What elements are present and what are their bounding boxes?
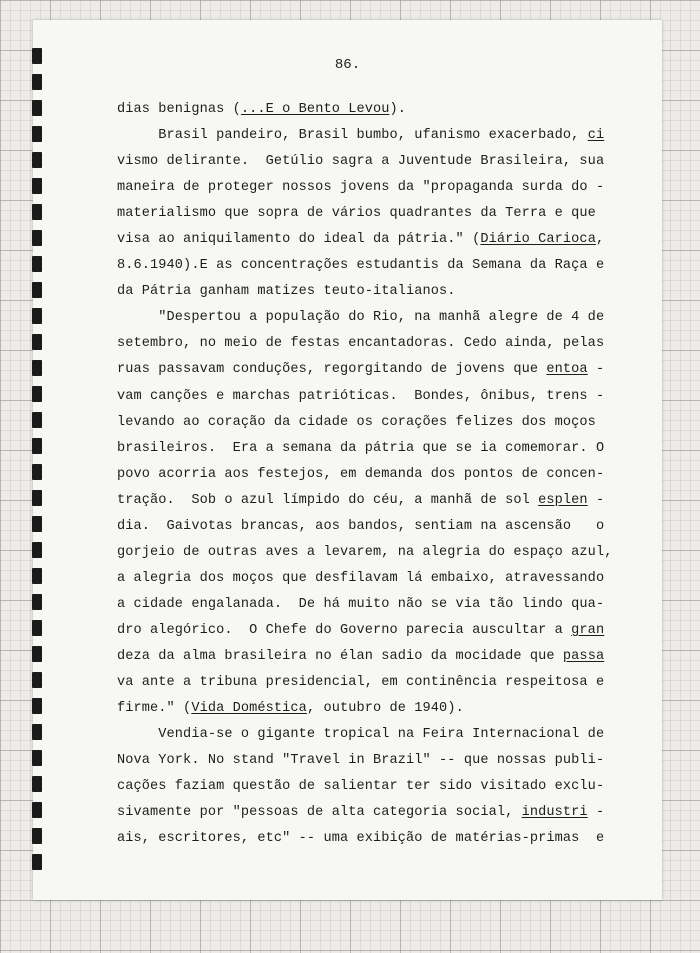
text-line [117, 331, 617, 357]
underlined-text: ci [587, 128, 605, 144]
binding-hole [32, 230, 42, 246]
text-segment: firme." ( [117, 701, 192, 717]
text-segment: ruas passavam conduções, regorgitando de jovens que [117, 362, 547, 378]
binding-hole [32, 152, 42, 168]
text-segment: deza da alma brasileira no élan sadio da mocidade que [117, 648, 563, 664]
underlined-text: Diário Carioca [480, 232, 596, 248]
binding-hole [32, 568, 42, 584]
binding-hole [32, 724, 42, 740]
text-line [117, 644, 617, 670]
binding-hole [32, 74, 42, 90]
text-segment: sivamente por "pessoas de alta categoria social, [117, 805, 522, 821]
binding-hole [32, 672, 42, 688]
text-segment: - [587, 362, 605, 378]
underlined-text: passa [562, 648, 605, 664]
binding-hole [32, 438, 42, 454]
text-line [117, 722, 617, 748]
text-line [117, 670, 617, 696]
binding-hole [32, 360, 42, 376]
binding-hole [32, 464, 42, 480]
text-line [117, 618, 617, 644]
underlined-text: entoa [546, 362, 588, 378]
text-line [117, 384, 617, 410]
text-segment: ais, escritores, etc" -- uma exibição de matérias-primas e [117, 831, 605, 847]
text-line [117, 279, 617, 305]
underlined-text: industri [521, 805, 588, 821]
text-segment: Vendia-se o gigante tropical na Feira Internacional de [117, 727, 605, 743]
binding-hole [32, 204, 42, 220]
binding-hole [32, 282, 42, 298]
text-segment: brasileiros. Era a semana da pátria que se ia comemorar. O [117, 440, 605, 456]
binding-hole [32, 178, 42, 194]
text-segment: cações faziam questão de salientar ter sido visitado exclu- [117, 779, 605, 795]
text-segment: "Despertou a população do Rio, na manhã alegre de 4 de [117, 310, 605, 326]
text-line [117, 305, 617, 331]
text-line [117, 566, 617, 592]
binding-hole [32, 802, 42, 818]
text-line [117, 410, 617, 436]
binding-hole [32, 334, 42, 350]
binding-hole [32, 594, 42, 610]
text-line [117, 540, 617, 566]
text-segment: ). [389, 102, 407, 117]
text-line [117, 462, 617, 488]
underlined-text: esplen [538, 492, 588, 508]
text-segment: dias benignas ( [117, 102, 241, 117]
text-line [117, 800, 617, 826]
binding-hole [32, 828, 42, 844]
text-segment: dia. Gaivotas brancas, aos bandos, sentiam na ascensão o [117, 518, 605, 534]
text-line [117, 488, 617, 514]
body-text [117, 97, 617, 852]
text-segment: materialismo que sopra de vários quadrantes da Terra e que [117, 206, 596, 222]
text-segment: povo acorria aos festejos, em demanda dos pontos de concen- [117, 466, 605, 482]
text-line [117, 748, 617, 774]
text-line [117, 175, 617, 201]
text-line [117, 227, 617, 253]
text-line [117, 436, 617, 462]
text-segment: va ante a tribuna presidencial, em continência respeitosa e [117, 675, 605, 691]
binding-hole [32, 100, 42, 116]
text-line [117, 149, 617, 175]
binding-hole [32, 126, 42, 142]
text-line [117, 357, 617, 383]
text-line [117, 123, 617, 149]
binding-hole [32, 698, 42, 714]
text-segment: a cidade engalanada. De há muito não se via tão lindo qua- [117, 596, 605, 612]
text-line [117, 201, 617, 227]
binding-holes [32, 48, 46, 868]
page-number: 86. [334, 57, 361, 73]
binding-hole [32, 542, 42, 558]
text-segment: Nova York. No stand "Travel in Brazil" -- que nossas publi- [117, 753, 605, 769]
binding-hole [32, 412, 42, 428]
text-line [117, 514, 617, 540]
binding-hole [32, 256, 42, 272]
text-segment: da Pátria ganham matizes teuto-italianos. [117, 284, 456, 300]
text-segment: setembro, no meio de festas encantadoras. Cedo ainda, pelas [117, 336, 605, 352]
text-line [117, 592, 617, 618]
text-segment: - [587, 492, 605, 508]
text-segment: gorjeio de outras aves a levarem, na alegria do espaço azul, [117, 544, 613, 560]
text-line [117, 97, 617, 123]
text-line [117, 774, 617, 800]
text-segment: Brasil pandeiro, Brasil bumbo, ufanismo exacerbado, [117, 128, 588, 144]
text-segment: tração. Sob o azul límpido do céu, a manhã de sol [117, 492, 539, 508]
underlined-text: ...E o Bento Levou [240, 102, 390, 117]
binding-hole [32, 516, 42, 532]
typewritten-page [33, 20, 662, 900]
binding-hole [32, 386, 42, 402]
text-segment: - [587, 805, 605, 821]
binding-hole [32, 620, 42, 636]
underlined-text: gran [571, 622, 605, 638]
underlined-text: Vida Doméstica [191, 701, 307, 717]
text-line [117, 696, 617, 722]
binding-hole [32, 854, 42, 870]
text-segment: visa ao aniquilamento do ideal da pátria." ( [117, 232, 481, 248]
binding-hole [32, 490, 42, 506]
text-segment: , outubro de 1940). [306, 701, 464, 717]
text-segment: vismo delirante. Getúlio sagra a Juventude Brasileira, sua [117, 154, 605, 170]
text-segment: dro alegórico. O Chefe do Governo parecia auscultar a [117, 622, 572, 638]
text-line [117, 253, 617, 279]
text-segment: levando ao coração da cidade os corações felizes dos moços [117, 414, 596, 430]
text-segment: a alegria dos moços que desfilavam lá embaixo, atravessando [117, 570, 605, 586]
binding-hole [32, 308, 42, 324]
binding-hole [32, 750, 42, 766]
text-segment: , [595, 232, 605, 248]
binding-hole [32, 646, 42, 662]
text-line [117, 826, 617, 852]
text-segment: maneira de proteger nossos jovens da "propaganda surda do - [117, 180, 605, 196]
binding-hole [32, 776, 42, 792]
text-segment: 8.6.1940).E as concentrações estudantis da Semana da Raça e [117, 258, 605, 274]
text-segment: vam canções e marchas patrióticas. Bondes, ônibus, trens - [117, 388, 605, 404]
